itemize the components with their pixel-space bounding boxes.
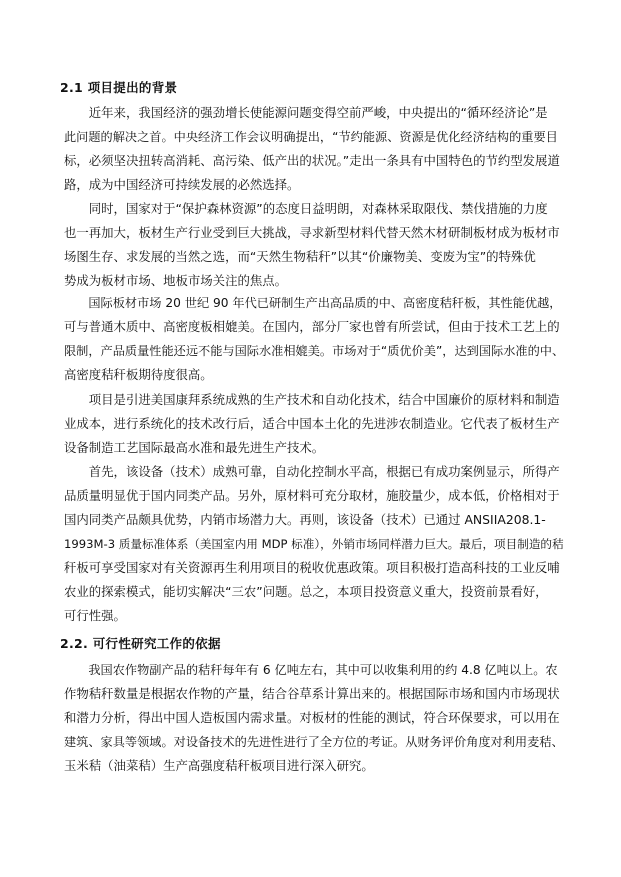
paragraph <box>64 197 564 293</box>
paragraph <box>64 101 564 197</box>
text-line: 农业的探索模式，能切实解决“三农”问题。总之，本项目投资意义重大，投资前景看好， <box>64 584 548 599</box>
text-line: 设备制造工艺国际最高水准和最先进生产技术。 <box>64 440 325 455</box>
paragraph <box>64 291 564 387</box>
text-line: 国际板材市场 20 世纪 90 年代已研制生产出高品质的中、高密度秸秆板，其性能优越， <box>64 296 562 310</box>
section-heading: 2.2. 可行性研究工作的依据 <box>60 636 221 651</box>
text-line: 也一再加大，板材生产行业受到巨大挑战，寻求新型材料代替天然木材研制板材成为板材市 <box>64 225 560 240</box>
text-line: 首先，该设备（技术）成熟可靠，自动化控制水平高，根据已有成功案例显示，所得产 <box>64 464 560 479</box>
text-line: 国内同类产品颇具优势，内销市场潜力大。再则，该设备（技术）已通过 ANSIIA208.1- <box>64 512 546 527</box>
text-line: 作物秸秆数量是根据农作物的产量，结合谷草系计算出来的。根据国际市场和国内市场现状 <box>64 686 560 701</box>
text-line: 高密度秸秆板期待度很高。 <box>64 367 213 382</box>
text-line: 品质量明显优于国内同类产品。另外，原材料可充分取材，施胶量少，成本低，价格相对于 <box>64 488 560 503</box>
text-line: 可与普通木质中、高密度板相媲美。在国内，部分厂家也曾有所尝试，但由于技术工艺上的 <box>64 319 560 334</box>
paragraph <box>64 388 564 460</box>
text-line: 1993M-3 质量标准体系（美国室内用 MDP 标准），外销市场同样潜力巨大。最后，项目制造的秸 <box>64 537 564 551</box>
text-line: 我国农作物副产品的秸秆每年有 6 亿吨左右，其中可以收集利用的约 4.8 亿吨以上。农 <box>64 663 558 677</box>
text-line: 场图生存、求发展的当然之选，而“天然生物秸秆”以其“价廉物美、变废为宝”的特殊优 <box>64 249 536 264</box>
text-line: 同时，国家对于“保护森林资源”的态度日益明朗，对森林采取限伐、禁伐措施的力度 <box>64 201 548 216</box>
paragraph <box>64 658 564 778</box>
text-line: 项目是引进美国康拜系统成熟的生产技术和自动化技术，结合中国廉价的原材料和制造 <box>64 392 560 407</box>
text-line: 秆板可享受国家对有关资源再生利用项目的税收优惠政策。项目积极打造高科技的工业反哺 <box>64 560 560 575</box>
text-line: 近年来，我国经济的强劲增长使能源问题变得空前严峻，中央提出的“循环经济论”是 <box>64 105 548 120</box>
text-line: 限制，产品质量性能还远不能与国际水准相媲美。市场对于“质优价美”，达到国际水准的中、 <box>64 344 565 358</box>
text-line: 标，必须坚决扭转高消耗、高污染、低产出的状况。”走出一条具有中国特色的节约型发展道 <box>64 153 560 168</box>
text-line: 此问题的解决之首。中央经济工作会议明确提出，“节约能源、资源是优化经济结构的重要目 <box>64 130 558 144</box>
text-line: 可行性强。 <box>64 608 126 623</box>
text-line: 业成本，进行系统化的技术改行后，适合中国本土化的先进涉农制造业。它代表了板材生产 <box>64 416 560 431</box>
text-line: 和潜力分析，得出中国人造板国内需求量。对板材的性能的测试，符合环保要求，可以用在 <box>64 710 560 725</box>
text-line: 玉米秸（油菜秸）生产高强度秸秆板项目进行深入研究。 <box>64 758 374 773</box>
paragraph <box>64 460 564 628</box>
text-line: 建筑、家具等领域。对设备技术的先进性进行了全方位的考证。从财务评价角度对利用麦秸、 <box>64 735 564 749</box>
section-heading: 2.1 项目提出的背景 <box>60 80 178 95</box>
text-line: 路，成为中国经济可持续发展的必然选择。 <box>64 177 300 192</box>
text-line: 势成为板材市场、地板市场关注的焦点。 <box>64 273 288 288</box>
